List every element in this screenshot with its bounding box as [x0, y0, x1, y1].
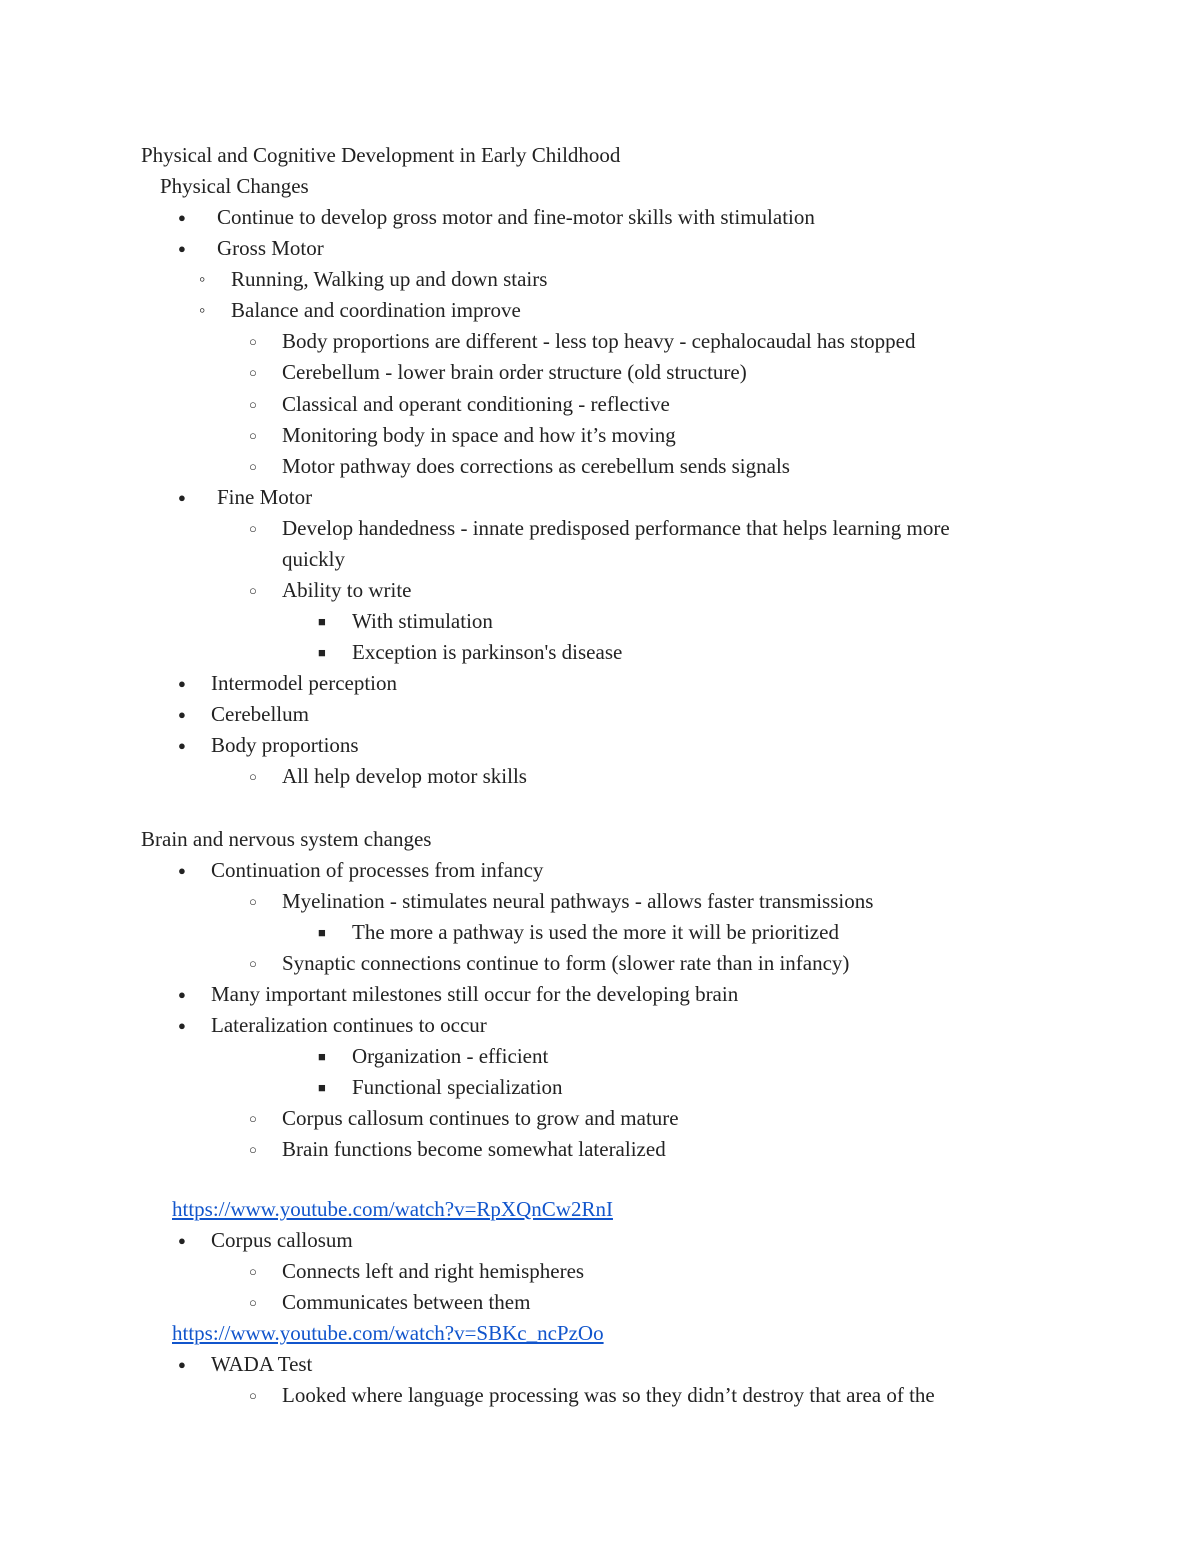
document-title: Physical and Cognitive Development in Early Childhood [141, 143, 621, 167]
list-item: Exception is parkinson's disease [352, 640, 623, 664]
bullet-circle-icon [249, 1134, 257, 1165]
bullet-circle-icon [249, 513, 257, 544]
list-item: Looked where language processing was so they didn’t destroy that area of the [282, 1383, 935, 1407]
bullet-circle-icon [199, 295, 205, 329]
list-item: Connects left and right hemispheres [282, 1259, 585, 1283]
list-item: The more a pathway is used the more it will be prioritized [352, 920, 839, 944]
bullet-disc-icon [178, 233, 186, 264]
bullet-disc-icon [178, 482, 186, 513]
bullet-circle-icon [249, 948, 257, 979]
list-item: Communicates between them [282, 1290, 531, 1314]
list-item: With stimulation [352, 609, 493, 633]
list-item: Classical and operant conditioning - reflective [282, 392, 670, 416]
list-item: Many important milestones still occur for the developing brain [211, 982, 739, 1006]
list-item-continuation: quickly [282, 547, 345, 571]
youtube-link-2[interactable]: https://www.youtube.com/watch?v=SBKc_ncPzOo [172, 1321, 604, 1345]
bullet-disc-icon [178, 855, 186, 886]
bullet-circle-icon [249, 1103, 257, 1134]
bullet-circle-icon [249, 326, 257, 357]
list-item: Body proportions [211, 733, 359, 757]
list-item: Gross Motor [217, 236, 324, 260]
list-item: Synaptic connections continue to form (slower rate than in infancy) [282, 951, 850, 975]
bullet-circle-icon [249, 357, 257, 388]
bullet-disc-icon [178, 1349, 186, 1380]
bullet-disc-icon [178, 202, 186, 233]
list-item: Cerebellum - lower brain order structure (old structure) [282, 360, 747, 384]
list-item: Functional specialization [352, 1075, 563, 1099]
bullet-circle-icon [249, 451, 257, 482]
bullet-square-icon [318, 606, 326, 637]
list-item: All help develop motor skills [282, 764, 527, 788]
list-item: Organization - efficient [352, 1044, 549, 1068]
bullet-disc-icon [178, 699, 186, 730]
list-item: Corpus callosum continues to grow and mature [282, 1106, 679, 1130]
list-item: Continue to develop gross motor and fine-motor skills with stimulation [217, 205, 815, 229]
list-item: Brain functions become somewhat lateralized [282, 1137, 666, 1161]
list-item: Myelination - stimulates neural pathways - allows faster transmissions [282, 889, 874, 913]
list-item: Continuation of processes from infancy [211, 858, 544, 882]
youtube-link-1[interactable]: https://www.youtube.com/watch?v=RpXQnCw2RnI [172, 1197, 613, 1221]
list-item: Fine Motor [217, 485, 313, 509]
list-item: Monitoring body in space and how it’s moving [282, 423, 676, 447]
list-item: Body proportions are different - less top heavy - cephalocaudal has stopped [282, 329, 916, 353]
list-item: Corpus callosum [211, 1228, 353, 1252]
bullet-circle-icon [249, 761, 257, 792]
bullet-disc-icon [178, 730, 186, 761]
list-item: WADA Test [211, 1352, 313, 1376]
list-item: Ability to write [282, 578, 412, 602]
bullet-disc-icon [178, 668, 186, 699]
bullet-circle-icon [249, 420, 257, 451]
list-item: Running, Walking up and down stairs [231, 267, 548, 291]
bullet-circle-icon [249, 1256, 257, 1287]
bullet-square-icon [318, 917, 326, 948]
bullet-circle-icon [249, 886, 257, 917]
bullet-circle-icon [249, 1380, 257, 1411]
bullet-disc-icon [178, 1225, 186, 1256]
bullet-square-icon [318, 637, 326, 668]
list-item: Motor pathway does corrections as cerebellum sends signals [282, 454, 790, 478]
list-item: Lateralization continues to occur [211, 1013, 487, 1037]
list-item: Cerebellum [211, 702, 309, 726]
list-item: Intermodel perception [211, 671, 398, 695]
list-item: Develop handedness - innate predisposed performance that helps learning more [282, 516, 950, 540]
bullet-disc-icon [178, 1010, 186, 1041]
bullet-circle-icon [249, 389, 257, 420]
bullet-square-icon [318, 1072, 326, 1103]
bullet-disc-icon [178, 979, 186, 1010]
bullet-square-icon [318, 1041, 326, 1072]
bullet-circle-icon [249, 575, 257, 606]
list-item: Balance and coordination improve [231, 298, 521, 322]
bullet-circle-icon [199, 264, 205, 298]
section-heading-physical-changes: Physical Changes [160, 174, 309, 198]
section-heading-brain: Brain and nervous system changes [141, 827, 432, 851]
bullet-circle-icon [249, 1287, 257, 1318]
